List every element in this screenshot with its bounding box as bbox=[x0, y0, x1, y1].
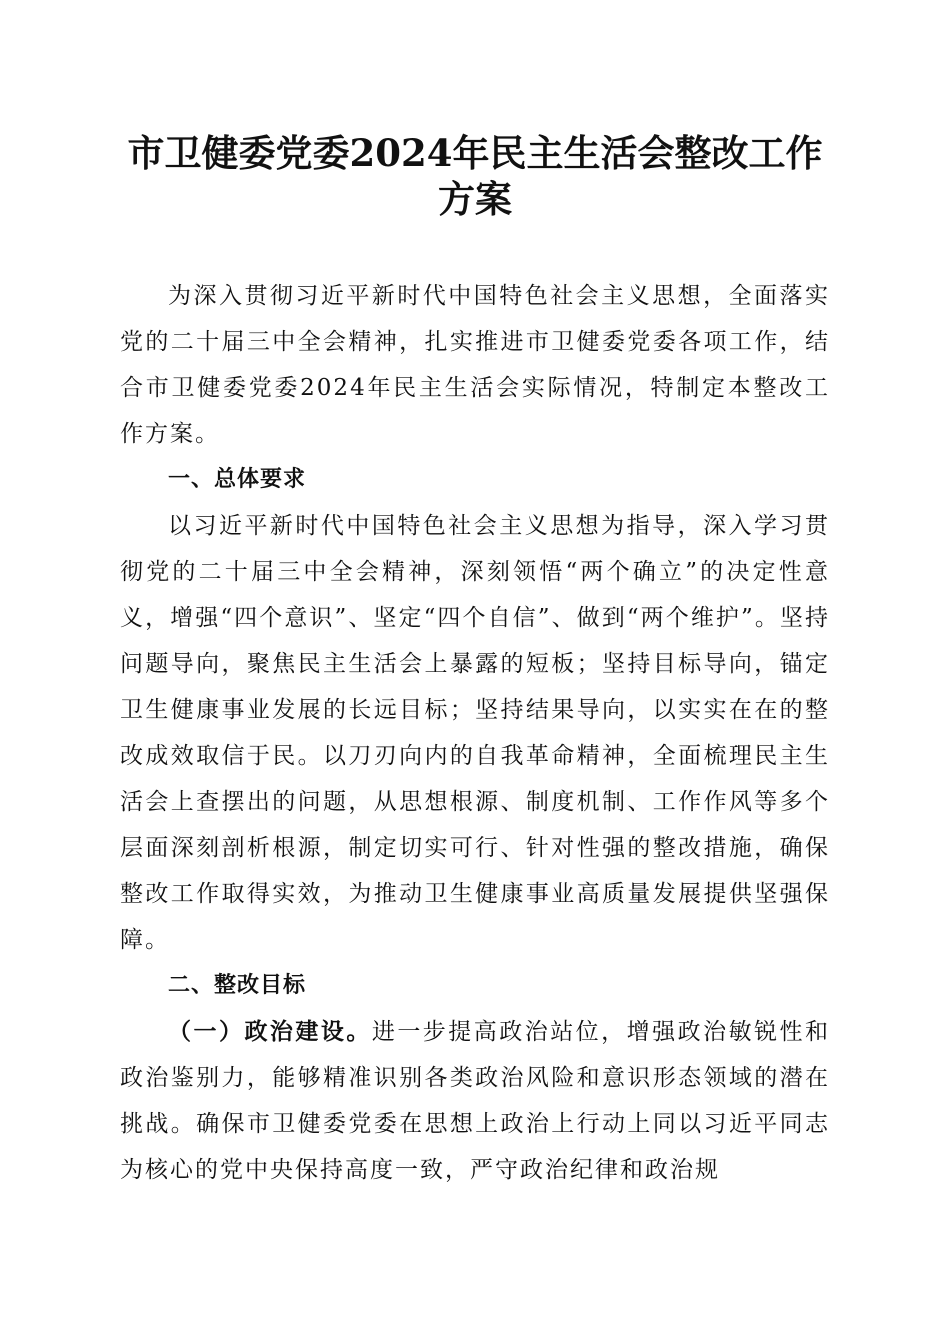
general-requirements-paragraph: 以习近平新时代中国特色社会主义思想为指导，深入学习贯彻党的二十届三中全会精神，深刻领悟“两个确立”的决定性意义，增强“四个意识”、坚定“四个自信”、做到“两个维护”。坚持问题导向，聚焦民主生活会上暴露的短板；坚持目标导向，锚定卫生健康事业发展的长远目标；坚持结果导向，以实实在在的整改成效取信于民。以刀刃向内的自我革命精神，全面梳理民主生活会上查摆出的问题，从思想根源、制度机制、工作作风等多个层面深刻剖析根源，制定切实可行、针对性强的整改措施，确保整改工作取得实效，为推动卫生健康事业高质量发展提供坚强保障。 bbox=[120, 513, 830, 953]
document-title: 市卫健委党委2024年民主生活会整改工作方案 bbox=[127, 131, 823, 221]
political-construction-paragraph bbox=[120, 1009, 830, 1193]
document-body bbox=[120, 273, 830, 1193]
political-construction-label: （一）政治建设。 bbox=[168, 1018, 372, 1045]
section-heading-rectification-goals: 二、整改目标 bbox=[168, 973, 307, 998]
political-construction-text: 进一步提高政治站位，增强政治敏锐性和政治鉴别力，能够精准识别各类政治风险和意识形态领域的潜在挑战。确保市卫健委党委在思想上政治上行动上同以习近平同志为核心的党中央保持高度一致，严守政治纪律和政治规 bbox=[120, 1019, 831, 1183]
section-heading-general-requirements: 一、总体要求 bbox=[168, 467, 307, 492]
intro-paragraph: 为深入贯彻习近平新时代中国特色社会主义思想，全面落实党的二十届三中全会精神，扎实推进市卫健委党委各项工作，结合市卫健委党委2024年民主生活会实际情况，特制定本整改工作方案。 bbox=[120, 283, 830, 447]
